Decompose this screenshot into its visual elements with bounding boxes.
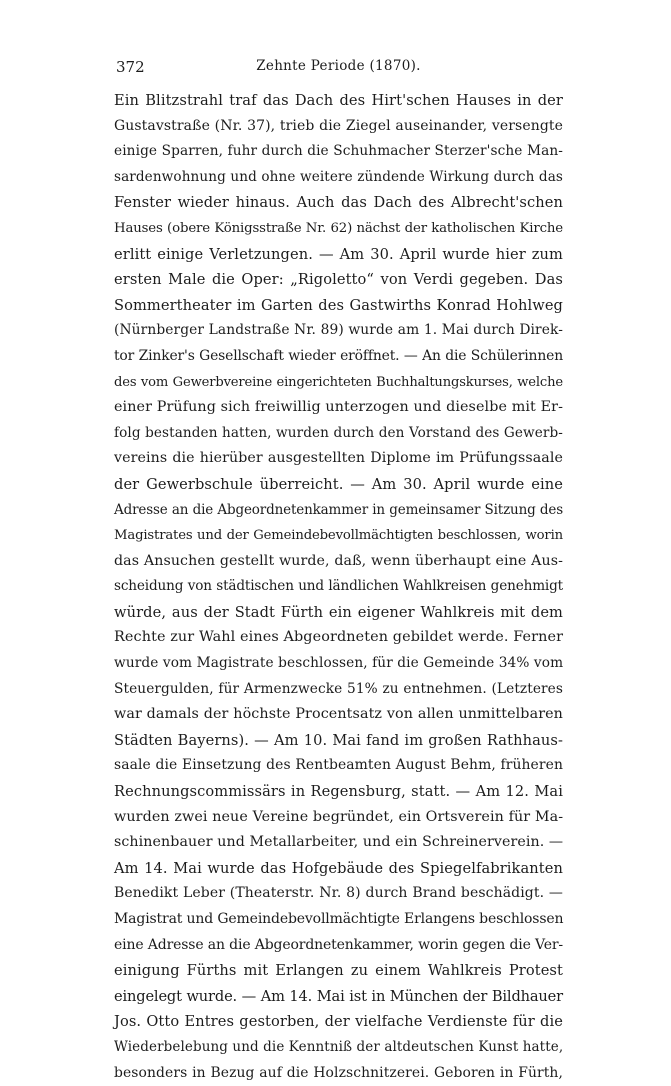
text-line: Gustavstraße (Nr. 37), trieb die Ziegel auseinander, versengte xyxy=(114,117,563,134)
text-line: wurde vom Magistrate beschlossen, für die Gemeinde 34% vom xyxy=(114,655,564,672)
text-line: scheidung von städtischen und ländlichen Wahlkreisen genehmigt xyxy=(114,578,563,595)
text-line: des vom Gewerbvereine eingerichteten Buchhaltungskurses, welche xyxy=(114,374,563,390)
text-line: eine Adresse an die Abgeordnetenkammer, worin gegen die Ver- xyxy=(114,936,563,953)
text-line: Rechte zur Wahl eines Abgeordneten gebildet werde. Ferner xyxy=(114,629,564,646)
text-line: der Gewerbschule überreicht. — Am 30. April wurde eine xyxy=(114,475,563,493)
text-line: einigung Fürths mit Erlangen zu einem Wahlkreis Protest xyxy=(114,962,563,980)
text-line: würde, aus der Stadt Fürth ein eigener Wahlkreis mit dem xyxy=(114,603,563,621)
body-text xyxy=(114,88,563,1086)
text-line: ersten Male die Oper: „Rigoletto“ von Verdi gegeben. Das xyxy=(114,271,563,289)
text-line: Benedikt Leber (Theaterstr. Nr. 8) durch Brand beschädigt. — xyxy=(114,885,563,902)
text-line: eingelegt wurde. — Am 14. Mai ist in München der Bildhauer xyxy=(114,987,563,1005)
text-line: (Nürnberger Landstraße Nr. 89) wurde am 1. Mai durch Direk- xyxy=(114,322,563,339)
text-line: Magistrat und Gemeindebevollmächtigte Erlangens beschlossen xyxy=(114,911,564,927)
text-line: Jos. Otto Entres gestorben, der vielfache Verdienste für die xyxy=(114,1013,563,1031)
text-line: einer Prüfung sich freiwillig unterzogen und dieselbe mit Er- xyxy=(114,399,563,416)
text-line: Rechnungscommissärs in Regensburg, statt. — Am 12. Mai xyxy=(114,783,563,801)
text-line: einige Sparren, fuhr durch die Schuhmacher Sterzer'sche Man- xyxy=(114,143,563,160)
text-line: Fenster wieder hinaus. Auch das Dach des Albrecht'schen xyxy=(114,194,563,212)
text-line: Steuergulden, für Armenzwecke 51% zu entnehmen. (Letzteres xyxy=(114,680,563,697)
text-line: tor Zinker's Gesellschaft wieder eröffnet. — An die Schülerinnen xyxy=(114,347,563,364)
text-line: Sommertheater im Garten des Gastwirths Konrad Hohlweg xyxy=(114,296,563,314)
text-line: vereins die hierüber ausgestellten Diplome im Prüfungssaale xyxy=(114,450,563,467)
text-line: schinenbauer und Metallarbeiter, und ein Schreinerverein. — xyxy=(114,834,564,851)
text-line: Magistrates und der Gemeindebevollmächtigten beschlossen, worin xyxy=(114,528,563,544)
text-line: erlitt einige Verletzungen. — Am 30. April wurde hier zum xyxy=(114,245,563,263)
text-line: das Ansuchen gestellt wurde, daß, wenn überhaupt eine Aus- xyxy=(114,552,563,569)
running-title: Zehnte Periode (1870). xyxy=(256,58,421,74)
text-line: saale die Einsetzung des Rentbeamten August Behm, früheren xyxy=(114,757,563,774)
text-line: folg bestanden hatten, wurden durch den Vorstand des Gewerb- xyxy=(114,424,563,441)
page-header xyxy=(114,58,563,84)
text-line: war damals der höchste Procentsatz von allen unmittelbaren xyxy=(114,706,563,723)
text-line: Ein Blitzstrahl traf das Dach des Hirt'schen Hauses in der xyxy=(114,92,563,109)
text-line: Hauses (obere Königsstraße Nr. 62) nächst der katholischen Kirche xyxy=(114,220,563,236)
text-line: Adresse an die Abgeordnetenkammer in gemeinsamer Sitzung des xyxy=(114,501,563,518)
page-number: 372 xyxy=(116,58,145,76)
text-line: wurden zwei neue Vereine begründet, ein Ortsverein für Ma- xyxy=(114,808,564,825)
text-line: Am 14. Mai wurde das Hofgebäude des Spiegelfabrikanten xyxy=(114,859,563,877)
text-line: Städten Bayerns). — Am 10. Mai fand im großen Rathhaus- xyxy=(114,731,563,749)
text-line: sardenwohnung und ohne weitere zündende Wirkung durch das xyxy=(114,168,563,185)
text-line: besonders in Bezug auf die Holzschnitzerei. Geboren in Fürth, xyxy=(114,1064,563,1081)
text-line: Wiederbelebung und die Kenntniß der altdeutschen Kunst hatte, xyxy=(114,1038,564,1055)
